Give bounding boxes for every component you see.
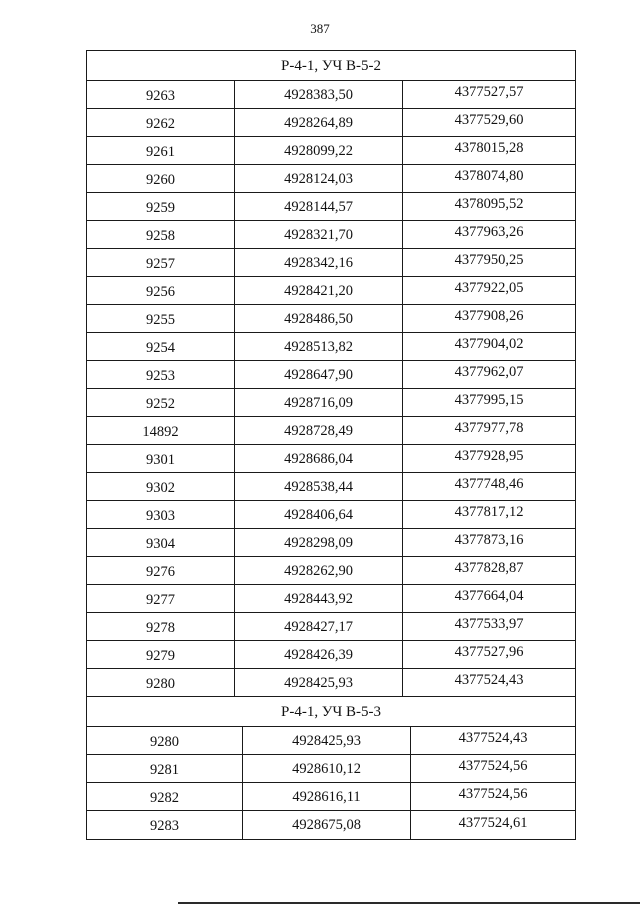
x-coordinate-cell: 4928342,16 (235, 249, 403, 276)
table-row (87, 501, 575, 529)
y-coordinate-cell: 4377524,56 (458, 758, 528, 774)
table-row (87, 81, 575, 109)
y-coordinate-cell: 4377524,61 (458, 814, 528, 831)
x-coordinate-cell: 4928427,17 (235, 613, 403, 640)
x-coordinate-cell: 4928264,89 (235, 109, 403, 136)
x-coordinate-cell: 4928610,12 (243, 755, 411, 782)
table-row (87, 109, 575, 137)
table-row (87, 755, 575, 783)
table-row (87, 165, 575, 193)
y-coordinate-cell: 4377524,56 (458, 786, 528, 802)
point-number-cell: 9256 (87, 277, 235, 304)
table-row (87, 221, 575, 249)
point-number-cell: 9304 (87, 529, 235, 556)
point-number-cell: 9260 (87, 165, 235, 192)
section-header: Р-4-1, УЧ В-5-3 (87, 697, 575, 727)
y-coordinate-cell: 4377533,97 (454, 616, 524, 632)
table-row (87, 389, 575, 417)
table-row (87, 249, 575, 277)
y-coordinate-cell: 4377873,16 (454, 532, 524, 548)
y-coordinate-cell: 4377664,04 (454, 588, 524, 604)
table-row (87, 557, 575, 585)
table-row (87, 613, 575, 641)
table-row (87, 727, 575, 755)
x-coordinate-cell: 4928144,57 (235, 193, 403, 220)
table-row (87, 137, 575, 165)
y-coordinate-cell: 4377527,57 (454, 84, 524, 100)
table-row (87, 361, 575, 389)
page-number: 387 (310, 21, 330, 36)
point-number-cell: 9279 (87, 641, 235, 668)
y-coordinate-cell: 4377904,02 (454, 336, 524, 352)
x-coordinate-cell: 4928647,90 (235, 361, 403, 388)
coordinates-table (86, 50, 576, 840)
y-coordinate-cell: 4378015,28 (454, 140, 524, 156)
x-coordinate-cell: 4928383,50 (235, 81, 403, 108)
y-coordinate-cell: 4377817,12 (454, 504, 524, 520)
x-coordinate-cell: 4928443,92 (235, 585, 403, 612)
point-number-cell: 9281 (87, 755, 243, 782)
point-number-cell: 9262 (87, 109, 235, 136)
y-coordinate-cell: 4377962,07 (454, 364, 524, 380)
point-number-cell: 9253 (87, 361, 235, 388)
y-coordinate-cell: 4377529,60 (454, 112, 524, 128)
y-coordinate-cell: 4377527,96 (454, 644, 524, 660)
point-number-cell: 9302 (87, 473, 235, 500)
table-row (87, 783, 575, 811)
y-coordinate-cell: 4377950,25 (454, 252, 524, 268)
point-number-cell: 9301 (87, 445, 235, 472)
x-coordinate-cell: 4928426,39 (235, 641, 403, 668)
table-row (87, 277, 575, 305)
point-number-cell: 9283 (87, 811, 243, 839)
table-row (87, 473, 575, 501)
point-number-cell: 9255 (87, 305, 235, 332)
y-coordinate-cell: 4378074,80 (454, 168, 524, 184)
x-coordinate-cell: 4928513,82 (235, 333, 403, 360)
point-number-cell: 9254 (87, 333, 235, 360)
x-coordinate-cell: 4928099,22 (235, 137, 403, 164)
point-number-cell: 9261 (87, 137, 235, 164)
table-row (87, 305, 575, 333)
y-coordinate-cell: 4377963,26 (454, 224, 524, 240)
x-coordinate-cell: 4928538,44 (235, 473, 403, 500)
y-coordinate-cell: 4377524,43 (454, 672, 524, 688)
table-row (87, 529, 575, 557)
x-coordinate-cell: 4928425,93 (235, 669, 403, 696)
table-row (87, 333, 575, 361)
table-row (87, 585, 575, 613)
y-coordinate-cell: 4377922,05 (454, 280, 524, 296)
table-row (87, 669, 575, 697)
point-number-cell: 14892 (87, 417, 235, 444)
point-number-cell: 9280 (87, 727, 243, 754)
x-coordinate-cell: 4928425,93 (243, 727, 411, 754)
table-row (87, 641, 575, 669)
point-number-cell: 9278 (87, 613, 235, 640)
y-coordinate-cell: 4377977,78 (454, 420, 524, 436)
table-row (87, 811, 575, 839)
y-coordinate-cell: 4377928,95 (454, 448, 524, 464)
point-number-cell: 9258 (87, 221, 235, 248)
point-number-cell: 9263 (87, 81, 235, 108)
y-coordinate-cell: 4377524,43 (458, 730, 528, 746)
y-coordinate-cell: 4378095,52 (454, 196, 524, 212)
point-number-cell: 9303 (87, 501, 235, 528)
x-coordinate-cell: 4928262,90 (235, 557, 403, 584)
y-coordinate-cell: 4377828,87 (454, 560, 524, 576)
point-number-cell: 9252 (87, 389, 235, 416)
x-coordinate-cell: 4928728,49 (235, 417, 403, 444)
x-coordinate-cell: 4928675,08 (243, 811, 411, 839)
x-coordinate-cell: 4928421,20 (235, 277, 403, 304)
point-number-cell: 9276 (87, 557, 235, 584)
point-number-cell: 9277 (87, 585, 235, 612)
x-coordinate-cell: 4928716,09 (235, 389, 403, 416)
bottom-rule (178, 902, 640, 904)
point-number-cell: 9259 (87, 193, 235, 220)
x-coordinate-cell: 4928124,03 (235, 165, 403, 192)
x-coordinate-cell: 4928616,11 (243, 783, 411, 810)
x-coordinate-cell: 4928686,04 (235, 445, 403, 472)
point-number-cell: 9282 (87, 783, 243, 810)
y-coordinate-cell: 4377995,15 (454, 392, 524, 408)
y-coordinate-cell: 4377748,46 (454, 476, 524, 492)
section-header: Р-4-1, УЧ В-5-2 (87, 51, 575, 81)
x-coordinate-cell: 4928486,50 (235, 305, 403, 332)
x-coordinate-cell: 4928406,64 (235, 501, 403, 528)
point-number-cell: 9257 (87, 249, 235, 276)
table-row (87, 445, 575, 473)
y-coordinate-cell: 4377908,26 (454, 308, 524, 324)
point-number-cell: 9280 (87, 669, 235, 696)
x-coordinate-cell: 4928321,70 (235, 221, 403, 248)
table-row (87, 193, 575, 221)
x-coordinate-cell: 4928298,09 (235, 529, 403, 556)
table-row (87, 417, 575, 445)
